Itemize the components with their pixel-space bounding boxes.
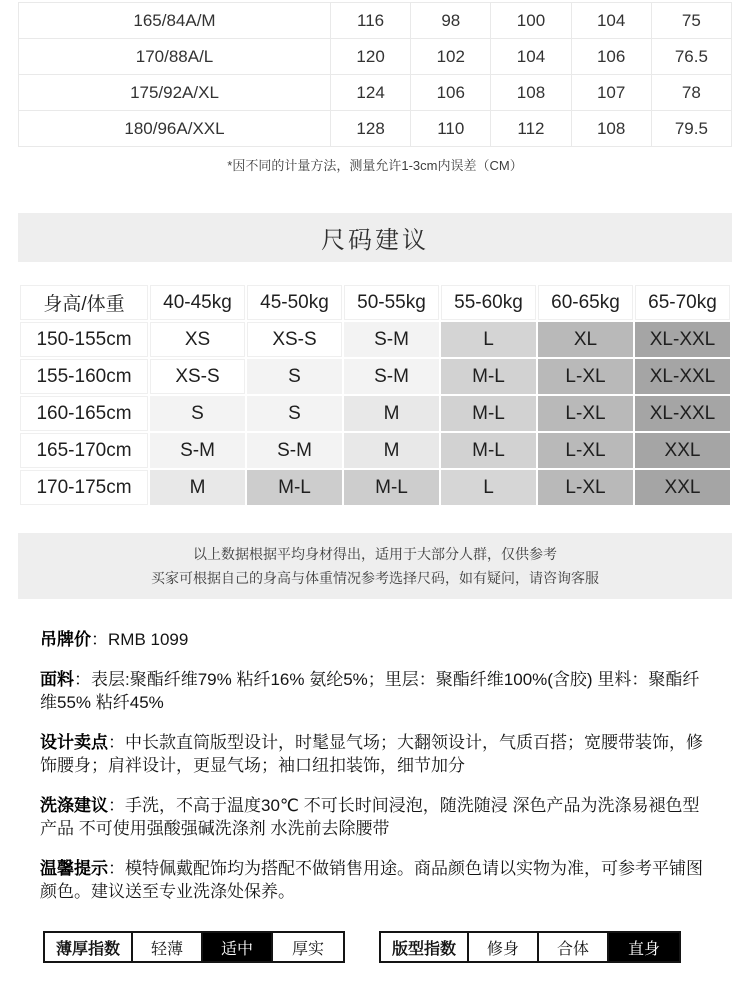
size-recommendation-cell: L (441, 470, 536, 505)
detail-text: 模特佩戴配饰均为搭配不做销售用途。商品颜色请以实物为准，可参考平铺图颜色。建议送至专业洗涤处保养。 (40, 859, 703, 901)
size-recommendation-cell: M-L (441, 396, 536, 431)
size-guide-title: 尺码建议 (18, 213, 732, 262)
size-recommendation-cell: XL-XXL (635, 359, 730, 394)
detail-separator: ： (91, 630, 108, 649)
measurement-value: 108 (571, 111, 651, 147)
measurement-value: 76.5 (651, 39, 731, 75)
size-recommendation-cell: L-XL (538, 433, 633, 468)
index-option: 适中 (203, 933, 273, 961)
measurement-value: 124 (331, 75, 411, 111)
fit-index-bar (379, 931, 681, 963)
size-guide-note-line: 以上数据根据平均身材得出，适用于大部分人群，仅供参考 (193, 545, 557, 562)
detail-label: 洗涤建议 (40, 796, 108, 815)
detail-paragraph (40, 731, 712, 777)
measurement-value: 116 (331, 3, 411, 39)
index-bars (0, 931, 750, 963)
measurement-value: 128 (331, 111, 411, 147)
measurement-value: 102 (411, 39, 491, 75)
index-bar-label: 版型指数 (381, 933, 469, 961)
size-recommendation-cell: XL (538, 322, 633, 357)
detail-label: 吊牌价 (40, 630, 91, 649)
size-guide-header-cell: 55-60kg (441, 285, 536, 320)
size-recommendation-cell: L-XL (538, 359, 633, 394)
size-guide-header-cell: 45-50kg (247, 285, 342, 320)
product-details (40, 628, 712, 920)
size-label: 180/96A/XXL (19, 111, 331, 147)
size-recommendation-cell: XS-S (150, 359, 245, 394)
detail-text: 手洗，不高于温度30℃ 不可长时间浸泡，随洗随浸 深色产品为洗涤易褪色型产品 不可使用强酸强碱洗涤剂 水洗前去除腰带 (40, 796, 700, 838)
size-guide-row (20, 396, 730, 431)
size-recommendation-cell: M (150, 470, 245, 505)
size-guide-header-cell: 50-55kg (344, 285, 439, 320)
detail-separator: ： (108, 733, 125, 752)
size-recommendation-cell: S (247, 359, 342, 394)
index-bar-label: 薄厚指数 (45, 933, 133, 961)
size-label: 170/88A/L (19, 39, 331, 75)
height-range-cell: 165-170cm (20, 433, 148, 468)
detail-separator: ： (108, 859, 125, 878)
detail-text: 中长款直筒版型设计，时髦显气场；大翻领设计，气质百搭；宽腰带装饰，修饰腰身；肩袢设计，更显气场；袖口纽扣装饰，细节加分 (40, 733, 703, 775)
detail-label: 设计卖点 (40, 733, 108, 752)
size-guide-header-cell: 40-45kg (150, 285, 245, 320)
detail-label: 温馨提示 (40, 859, 108, 878)
size-label: 175/92A/XL (19, 75, 331, 111)
measurement-value: 104 (491, 39, 571, 75)
index-option: 厚实 (291, 940, 324, 958)
size-recommendation-cell: S-M (344, 322, 439, 357)
measurement-row (19, 75, 732, 111)
measurement-value: 108 (491, 75, 571, 111)
size-guide-header-cell: 身高/体重 (20, 285, 148, 320)
detail-text: 表层:聚酯纤维79% 粘纤16% 氨纶5%；里层：聚酯纤维100%(含胶) 里料：聚酯纤维55% 粘纤45% (40, 670, 700, 712)
size-recommendation-cell: S-M (247, 433, 342, 468)
size-recommendation-cell: S (150, 396, 245, 431)
detail-paragraph (40, 628, 712, 651)
measurement-value: 78 (651, 75, 731, 111)
measurement-value: 100 (491, 3, 571, 39)
size-guide-header-cell: 60-65kg (538, 285, 633, 320)
height-range-cell: 160-165cm (20, 396, 148, 431)
detail-separator: ： (74, 670, 91, 689)
size-recommendation-cell: M-L (344, 470, 439, 505)
measurement-value: 104 (571, 3, 651, 39)
size-label: 165/84A/M (19, 3, 331, 39)
detail-text: RMB 1099 (108, 630, 189, 649)
measurement-value: 106 (571, 39, 651, 75)
thickness-index-bar (43, 931, 345, 963)
detail-paragraph (40, 668, 712, 714)
detail-separator: ： (108, 796, 125, 815)
index-option: 轻薄 (133, 933, 203, 961)
size-recommendation-cell: L-XL (538, 396, 633, 431)
size-recommendation-cell: M-L (247, 470, 342, 505)
index-option: 修身 (469, 933, 539, 961)
index-option: 直身 (609, 933, 679, 961)
measurement-value: 107 (571, 75, 651, 111)
size-recommendation-cell: XL-XXL (635, 322, 730, 357)
size-recommendation-cell: M-L (441, 359, 536, 394)
index-option: 合体 (539, 933, 609, 961)
detail-paragraph (40, 857, 712, 903)
height-range-cell: 150-155cm (20, 322, 148, 357)
height-range-cell: 155-160cm (20, 359, 148, 394)
size-recommendation-cell: XS (150, 322, 245, 357)
measurement-row (19, 3, 732, 39)
size-guide-header-row (20, 285, 730, 320)
size-recommendation-cell: XS-S (247, 322, 342, 357)
measurement-value: 120 (331, 39, 411, 75)
size-recommendation-cell: XL-XXL (635, 396, 730, 431)
size-recommendation-cell: S-M (150, 433, 245, 468)
size-recommendation-cell: L-XL (538, 470, 633, 505)
size-guide-row (20, 470, 730, 505)
size-guide-note-line: 买家可根据自己的身高与体重情况参考选择尺码，如有疑问，请咨询客服 (151, 569, 599, 586)
measurement-value: 112 (491, 111, 571, 147)
measurement-value: 75 (651, 3, 731, 39)
measurement-table (18, 2, 732, 147)
measurement-value: 98 (411, 3, 491, 39)
size-guide-table-body (20, 285, 730, 505)
measurement-value: 106 (411, 75, 491, 111)
measurement-note: *因不同的计量方法，测量允许1-3cm内误差（CM） (227, 158, 523, 173)
size-guide-table (18, 283, 732, 507)
measurement-value: 79.5 (651, 111, 731, 147)
size-recommendation-cell: L (441, 322, 536, 357)
size-recommendation-cell: M-L (441, 433, 536, 468)
size-guide-header-cell: 65-70kg (635, 285, 730, 320)
size-guide-row (20, 322, 730, 357)
size-recommendation-cell: XXL (635, 470, 730, 505)
size-recommendation-cell: XXL (635, 433, 730, 468)
size-recommendation-cell: M (344, 433, 439, 468)
size-recommendation-cell: S-M (344, 359, 439, 394)
measurement-row (19, 111, 732, 147)
size-recommendation-cell: M (344, 396, 439, 431)
measurement-row (19, 39, 732, 75)
height-range-cell: 170-175cm (20, 470, 148, 505)
detail-paragraph (40, 794, 712, 840)
detail-label: 面料 (40, 670, 74, 689)
size-guide-row (20, 359, 730, 394)
size-guide-row (20, 433, 730, 468)
measurement-value: 110 (411, 111, 491, 147)
size-recommendation-cell: S (247, 396, 342, 431)
measurement-table-body (19, 3, 732, 147)
size-guide-notes (18, 533, 732, 599)
